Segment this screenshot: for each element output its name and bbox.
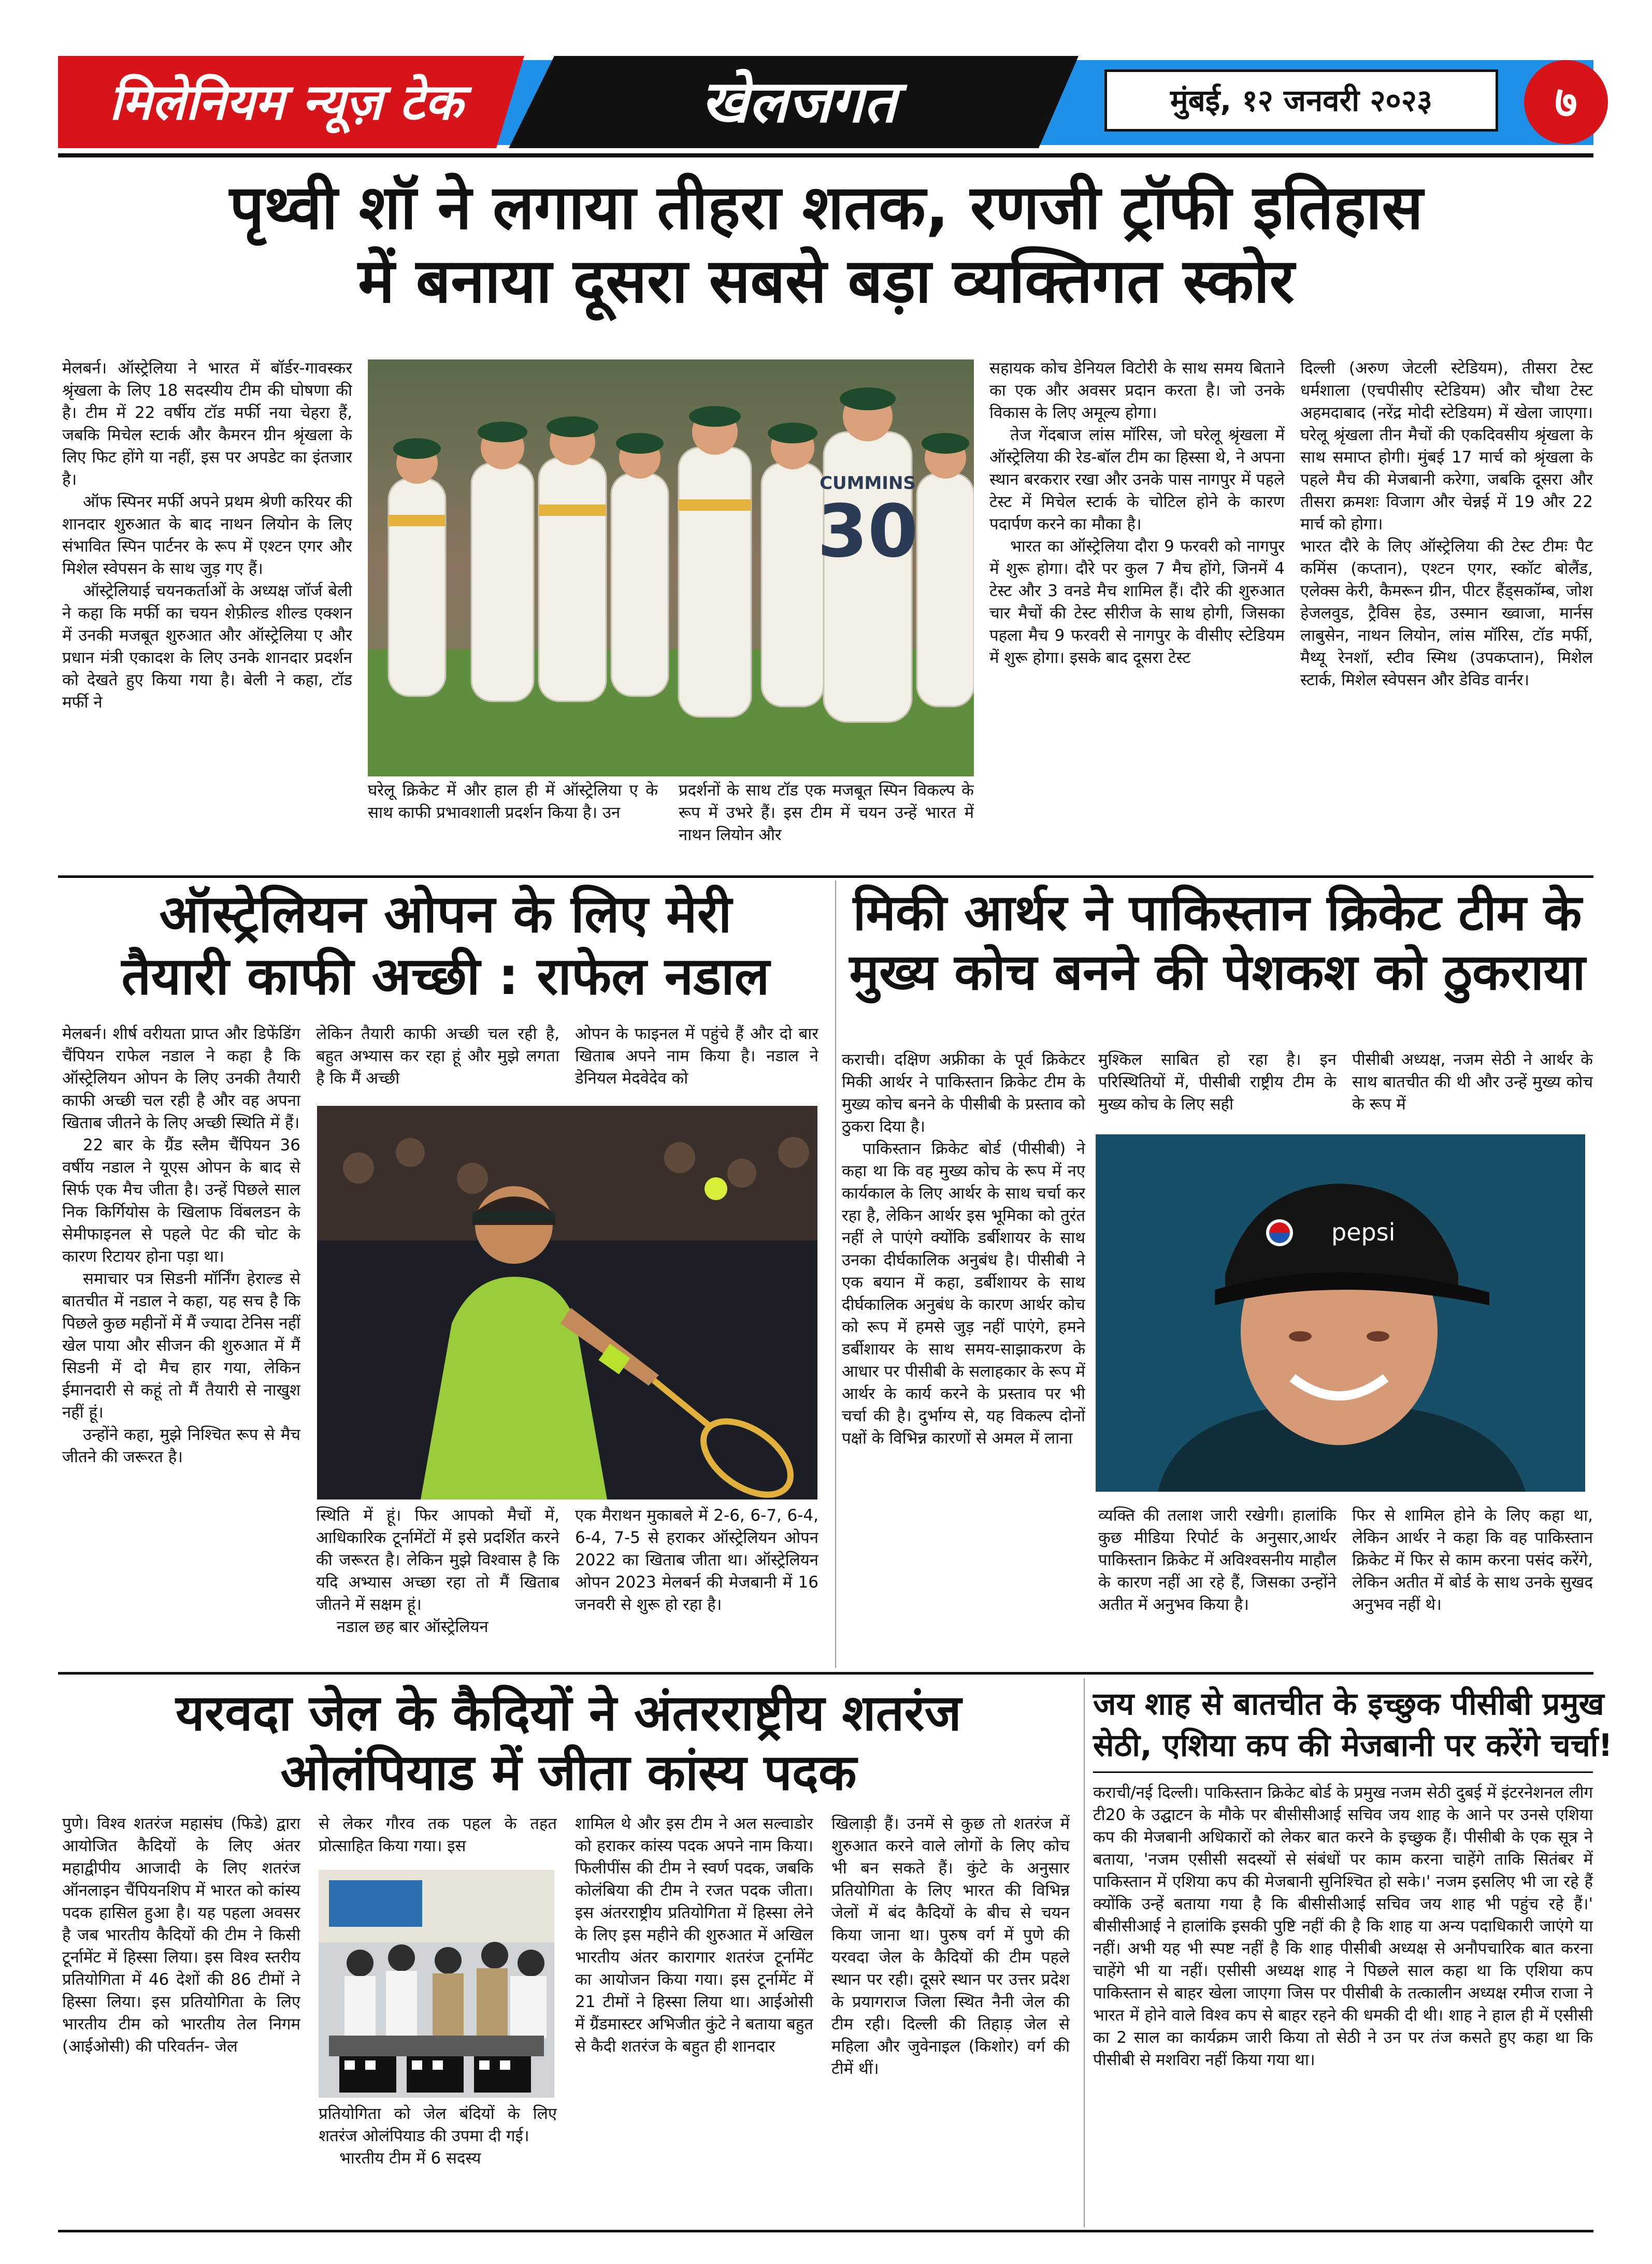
story4-col4: खिलाड़ी हैं। उनमें से कुछ तो शतरंज में शुरुआत करने वाले लोगों के लिए कोच भी बन सकते हैं। कुंटे के अनुसार प्रतियोगिता के लिए भारत की विभिन्न जेलों में बंद कैदियों के बीच से चयन किया जाना था। पुरुष वर्ग में पुणे की यरवदा जेल के कैदियों की टीम पहले स्थान पर रही। दूसरे स्थान पर उत्तर प्रदेश के प्रयागराज जिला स्थित नैनी जेल की टीम रही। दिल्ली की तिहाड़ जेल से महिला और जुवेनाइल (किशोर) वर्ग की टीमें थीं। bbox=[831, 1814, 1070, 2078]
story2-col2-bottom-para1: स्थिति में हूं। फिर आपको मैचों में, आधिकारिक टूर्नामेंटों में इसे प्रदर्शित करने की जरूरत है। लेकिन मुझे विश्वास है कि यदि अभ्यास अच्छा रहा तो मैं खिताब जीतने में सक्षम हूं। bbox=[316, 1506, 559, 1614]
story1-col1 bbox=[62, 357, 352, 865]
story3-col3-top: पीसीबी अध्यक्ष, नजम सेठी ने आर्थर के साथ बातचीत की थी और उन्हें मुख्य कोच के रूप में bbox=[1352, 1050, 1593, 1114]
story2-col2-top: लेकिन तैयारी काफी अच्छी चल रही है, बहुत अभ्यास कर रहा हूं और मुझे लगता है कि मैं अच्छी bbox=[316, 1025, 559, 1088]
story1-under-photo-col1: घरेलू क्रिकेट में और हाल ही में ऑस्ट्रेलिया ए के साथ काफी प्रभावशाली प्रदर्शन किया है। उन bbox=[368, 781, 658, 822]
page-number: ७ bbox=[1555, 77, 1577, 127]
story1-headline-line2: में बनाया दूसरा सबसे बड़ा व्यक्तिगत स्कोर bbox=[358, 244, 1295, 316]
story4-headline-line1: यरवदा जेल के कैदियों ने अंतरराष्ट्रीय शतरंज bbox=[176, 1684, 961, 1742]
story2-nadal-photo bbox=[317, 1106, 817, 1499]
story2-col1-para1: मेलबर्न। शीर्ष वरीयता प्राप्त और डिफेंडिंग चैंपियन राफेल नडाल ने कहा है कि ऑस्ट्रेलियन ओपन के लिए उनकी तैयारी काफी अच्छी चल रही है और वह अपना खिताब जीतने के लिए अच्छी स्थिति में हैं। bbox=[62, 1025, 300, 1132]
coach-portrait-illustration bbox=[1096, 1134, 1585, 1492]
story3-col1 bbox=[842, 1049, 1085, 1665]
masthead bbox=[58, 56, 1593, 148]
story1-headline-line1: पृथ्वी शॉ ने लगाया तीहरा शतक, रणजी ट्रॉफी इतिहास bbox=[229, 171, 1423, 243]
story5-headline-line1: जय शाह से बातचीत के इच्छुक पीसीबी प्रमुख bbox=[1093, 1686, 1604, 1722]
page-bottom-rule bbox=[58, 2230, 1593, 2232]
cap-logo-text: pepsi bbox=[1331, 1218, 1396, 1246]
story1-col3-para1: सहायक कोच डेनियल विटोरी के साथ समय बिताने का एक और अवसर प्रदान करता है। जो उनके विकास के लिए अमूल्य होगा। bbox=[989, 359, 1285, 422]
story2-col1-para4: उन्होंने कहा, मुझे निश्चित रूप से मैच जीतने की जरूरत है। bbox=[62, 1425, 300, 1466]
story5-headline-rule bbox=[1093, 1771, 1593, 1773]
chess-prisoners-illustration bbox=[319, 1870, 554, 2098]
story3-col3-bottom: फिर से शामिल होने के लिए कहा था, लेकिन आर्थर ने कहा कि वह पाकिस्तान क्रिकेट में फिर से काम करना पसंद करेंगे, लेकिन अतीत में बोर्ड के साथ उनके सुखद अनुभव नहीं थे। bbox=[1352, 1506, 1593, 1614]
jersey-number-text: 30 bbox=[817, 489, 918, 574]
story4-divider-vertical bbox=[1084, 1678, 1085, 2227]
story1-col4 bbox=[1300, 357, 1593, 865]
story2-col2-bottom-para2: नडाल छह बार ऑस्ट्रेलियन bbox=[337, 1618, 489, 1636]
story-divider-vertical bbox=[835, 881, 836, 1668]
story1-col3-para2: तेज गेंदबाज लांस मॉरिस, जो घरेलू श्रृंखला में ऑस्ट्रेलिया की रेड-बॉल टीम का हिस्सा थे, ने अपना स्थान बरकरार रखा और उनके पास नागपुर में पहले टेस्ट में मिचेल स्टार्क के चोटिल होने के कारण पदार्पण करने का मौका है। bbox=[989, 426, 1285, 533]
story1-col1-para2: ऑफ स्पिनर मर्फी अपने प्रथम श्रेणी करियर की शानदार शुरुआत के बाद नाथन लियोन के लिए संभावित स्पिन पार्टनर के रूप में एश्टन एगर और मिशेल स्वेपसन के साथ जुड़ गए हैं। bbox=[62, 493, 352, 578]
story3-col2-bottom: व्यक्ति की तलाश जारी रखेगी। हालांकि कुछ मीडिया रिपोर्ट के अनुसार,आर्थर पाकिस्तान क्रिकेट में अविश्वसनीय माहौल के कारण नहीं आ रहे हैं, जिसका उन्होंने अतीत में अनुभव किया है। bbox=[1098, 1506, 1337, 1614]
story3-arthur-photo bbox=[1096, 1134, 1585, 1492]
story4-headline bbox=[62, 1683, 1075, 1802]
tennis-player-illustration bbox=[317, 1106, 817, 1499]
story5-headline-line2: सेठी, एशिया कप की मेजबानी पर करेंगे चर्चा! bbox=[1093, 1727, 1613, 1764]
story2-col3-bottom: एक मैराथन मुकाबले में 2-6, 6-7, 6-4, 6-4, 7-5 से हराकर ऑस्ट्रेलियन ओपन 2022 का खिताब जीता था। ऑस्ट्रेलियन ओपन 2023 मेलबर्न की मेजबानी में 16 जनवरी से शुरू हो रहा है। bbox=[575, 1506, 818, 1614]
story5-headline bbox=[1093, 1683, 1613, 1766]
story1-col3 bbox=[989, 357, 1285, 865]
story1-col1-para3: ऑस्ट्रेलियाई चयनकर्ताओं के अध्यक्ष जॉर्ज बेली ने कहा कि मर्फी का चयन शेफ़ील्ड शील्ड एक्शन में उनकी मजबूत शुरुआत और ऑस्ट्रेलिया ए और प्रधान मंत्री एकादश के लिए उनके शानदार प्रदर्शन को देखते हुए किया गया है। बेली ने कहा, टॉड मर्फी ने bbox=[62, 582, 352, 712]
story2-col1-para2: 22 बार के ग्रैंड स्लैम चैंपियन 36 वर्षीय नडाल ने यूएस ओपन के बाद से सिर्फ एक मैच जीता है। उन्हें पिछले साल निक किर्गियोस के खिलाफ विंबलडन के सेमीफाइनल से पहले पेट की चोट के कारण रिटायर होना पड़ा था। bbox=[62, 1136, 300, 1266]
story1-cricket-photo bbox=[368, 359, 974, 776]
story4-headline-line2: ओलंपियाड में जीता कांस्य पदक bbox=[280, 1743, 857, 1802]
story3-col2-top: मुश्किल साबित हो रहा है। इन परिस्थितियों में, पीसीबी राष्ट्रीय टीम के मुख्य कोच के लिए सही bbox=[1098, 1050, 1337, 1114]
story4-col2-top: से लेकर गौरव तक पहल के तहत प्रोत्साहित किया गया। इस bbox=[319, 1814, 557, 1855]
story1-col3-para3: भारत का ऑस्ट्रेलिया दौरा 9 फरवरी को नागपुर में शुरू होगा। दौरे पर कुल 7 मैच होंगे, जिनमें 4 टेस्ट और 3 वनडे मैच शामिल हैं। दौरे की शुरुआत चार मैचों की टेस्ट सीरीज के साथ होगी, जिसका पहला मैच 9 फरवरी से नागपुर के वीसीए स्टेडियम में शुरू होगा। इसके बाद दूसरा टेस्ट bbox=[989, 537, 1285, 667]
story2-col1 bbox=[62, 1023, 300, 1665]
story1-col1-para1: मेलबर्न। ऑस्ट्रेलिया ने भारत में बॉर्डर-गावस्कर श्रृंखला के लिए 18 सदस्यीय टीम की घोषणा की है। टीम में 22 वर्षीय टॉड मर्फी नया चेहरा हैं, जबकि मिचेल स्टार्क और कैमरन ग्रीन श्रृंखला के लिए फिट होंगे या नहीं, इस पर अपडेट का इंतजार है। bbox=[62, 359, 352, 489]
story2-col1-para3: समाचार पत्र सिडनी मॉर्निंग हेराल्ड से बातचीत में नडाल ने कहा, यह सच है कि पिछले कुछ महीनों में मैं ज्यादा टेनिस नहीं खेल पाया और सीजन की शुरुआत में मैं सिडनी में दो मैच हार गया, लेकिन ईमानदारी से कहूं तो मैं तैयारी से नाखुश नहीं हूं। bbox=[62, 1270, 300, 1422]
story2-col3-top: ओपन के फाइनल में पहुंचे हैं और दो बार खिताब अपने नाम किया है। नडाल ने डेनियल मेदवेदेव को bbox=[575, 1025, 818, 1088]
story2-col2-bottom bbox=[316, 1505, 559, 1665]
jersey-name-text: CUMMINS bbox=[820, 473, 916, 494]
story2-headline bbox=[62, 883, 829, 1007]
section-title: खेलजगत bbox=[701, 68, 897, 136]
story4-col2-bottom-para2: भारतीय टीम में 6 सदस्य bbox=[339, 2149, 481, 2168]
story1-headline bbox=[62, 171, 1590, 318]
story3-headline bbox=[842, 883, 1593, 1002]
story1-under-photo-col2: प्रदर्शनों के साथ टॉड एक मजबूत स्पिन विकल्प के रूप में उभरे हैं। इस टीम में चयन उन्हें भारत में नाथन लियोन और bbox=[679, 781, 974, 844]
story2-headline-line2: तैयारी काफी अच्छी : राफेल नडाल bbox=[121, 946, 770, 1006]
story3-col1-para2: पाकिस्तान क्रिकेट बोर्ड (पीसीबी) ने कहा था कि वह मुख्य कोच के रूप में नए कार्यकाल के लिए आर्थर के साथ चर्चा कर रहा है, लेकिन आर्थर इस भूमिका को तुरंत नहीं ले पाएंगे क्योंकि डर्बीशायर के साथ उनका दीर्घकालिक अनुबंध है। पीसीबी ने एक बयान में कहा, डर्बीशायर के साथ दीर्घकालिक अनुबंध के कारण आर्थर कोच को रूप में हमसे जुड़ नहीं पाएंगे, हमने डर्बीशायर के साथ समय-साझाकरण के आधार पर पीसीबी के सलाहकार के रूप में आर्थर के कार्य करने के प्रस्ताव पर भी चर्चा की है। दुर्भाग्य से, यह विकल्प दोनों पक्षों के विभिन्न कारणों से अमल में लाना bbox=[842, 1140, 1085, 1448]
story4-chess-photo bbox=[319, 1870, 554, 2098]
story2-bottom-rule bbox=[58, 1672, 1593, 1675]
story4-col1: पुणे। विश्व शतरंज महासंघ (फिडे) द्वारा आयोजित कैदियों के लिए अंतर महाद्वीपीय आजादी के लिए शतरंज ऑनलाइन चैंपियनशिप में भारत को कांस्य पदक हासिल हुआ है। यह पहला अवसर है जब भारतीय कैदियों की टीम ने किसी टूर्नामेंट में हिस्सा लिया। इस विश्व स्तरीय प्रतियोगिता में 46 देशों की 86 टीमों ने हिस्सा लिया। इस प्रतियोगिता के लिए भारतीय टीम को भारतीय तेल निगम (आईओसी) की परिवर्तन- जेल bbox=[62, 1814, 300, 2056]
story4-col2-bottom-para1: प्रतियोगिता को जेल बंदियों के लिए शतरंज ओलंपियाड की उपमा दी गई। bbox=[319, 2104, 557, 2145]
story2-headline-line1: ऑस्ट्रेलियन ओपन के लिए मेरी bbox=[159, 884, 732, 944]
cricket-team-illustration bbox=[368, 359, 974, 776]
story1-col4-para1: दिल्ली (अरुण जेटली स्टेडियम), तीसरा टेस्ट धर्मशाला (एचपीसीए स्टेडियम) और चौथा टेस्ट अहमदाबाद (नरेंद्र मोदी स्टेडियम) में खेला जाएगा। घरेलू श्रृंखला तीन मैचों की एकदिवसीय श्रृंखला के साथ समाप्त होगी। मुंबई 17 मार्च को श्रृंखला के पहले मैच की मेजबानी करेगा, जबकि दूसरा और तीसरा क्रमशः विजाग और चेन्नई में 19 और 22 मार्च को होगा। bbox=[1300, 359, 1593, 533]
dateline: मुंबई, १२ जनवरी २०२३ bbox=[1170, 83, 1433, 118]
story1-col4-para2: भारत दौरे के लिए ऑस्ट्रेलिया की टेस्ट टीमः पैट कमिंस (कप्तान), एश्टन एगर, स्कॉट बोलैंड, एलेक्स केरी, कैमरून ग्रीन, पीटर हैंड्सकॉम्ब, जोश हेजलवुड, ट्रैविस हेड, उस्मान ख्वाजा, मार्नस लाबुसेन, नाथन लियोन, लांस मॉरिस, टॉड मर्फी, मैथ्यू रेनशॉ, स्टीव स्मिथ (उपकप्तान), मिशेल स्टार्क, मिशेल स्वेपसन और डेविड वार्नर। bbox=[1300, 537, 1593, 689]
story5-body: कराची/नई दिल्ली। पाकिस्तान क्रिकेट बोर्ड के प्रमुख नजम सेठी दुबई में इंटरनेशनल लीग टी20 के उद्घाटन के मौके पर बीसीसीआई सचिव जय शाह के आने पर उनसे एशिया कप की मेजबानी अधिकारों को लेकर बात करने के इच्छुक हैं। पीसीबी के एक सूत्र ने बताया, 'नजम एसीसी सदस्यों से संबंधों पर काम करना चाहेंगे ताकि सितंबर में पाकिस्तान में एशिया कप की मेजबानी सुनिश्चित हो सके।' नजम इसलिए भी जा रहे हैं क्योंकि उन्हें बताया गया है कि बीसीसीआई सचिव जय शाह भी पहुंच रहे हैं।' बीसीसीआई ने हालांकि इसकी पुष्टि नहीं की है कि शाह या अन्य पदाधिकारी जाएंगे या नहीं। अभी यह भी स्पष्ट नहीं है कि शाह पीसीबी अध्यक्ष से अनौपचारिक बात करना चाहेंगे भी या नहीं। एसीसी अध्यक्ष शाह ने पिछले साल कहा था कि एशिया कप पाकिस्तान से बाहर खेला जाएगा जिस पर पीसीबी के तत्कालीन अध्यक्ष रमीज राजा ने भारत में होने वाले विश्व कप से बाहर रहने की धमकी दी थी। शाह ने हाल ही में एसीसी का 2 साल का कार्यक्रम जारी किया तो सेठी ने उन पर तंज कसते हुए कहा था कि पीसीबी से मशविरा नहीं किया गया था। bbox=[1093, 1783, 1593, 2069]
story3-col1-para1: कराची। दक्षिण अफ्रीका के पूर्व क्रिकेटर मिकी आर्थर ने पाकिस्तान क्रिकेट टीम के मुख्य कोच बनने के पीसीबी के प्रस्ताव को ठुकरा दिया है। bbox=[842, 1050, 1085, 1136]
paper-name: मिलेनियम न्यूज़ टेक bbox=[109, 73, 463, 131]
story4-col2-bottom bbox=[319, 2103, 557, 2222]
masthead-rule bbox=[58, 153, 1593, 157]
story3-headline-line1: मिकी आर्थर ने पाकिस्तान क्रिकेट टीम के bbox=[853, 884, 1582, 942]
story3-headline-line2: मुख्य कोच बनने की पेशकश को ठुकराया bbox=[849, 943, 1586, 1002]
story4-col3: शामिल थे और इस टीम ने अल सल्वाडोर को हराकर कांस्य पदक अपने नाम किया। फिलीपींस की टीम ने स्वर्ण पदक, जबकि कोलंबिया की टीम ने रजत पदक जीता। इस अंतरराष्ट्रीय प्रतियोगिता में हिस्सा लेने के लिए इस महीने की शुरुआत में अखिल भारतीय अंतर कारागार शतरंज टूर्नामेंट का आयोजन किया गया। इस टूर्नामेंट में 21 टीमों ने हिस्सा लिया था। आईओसी में ग्रैंडमास्टर अभिजीत कुंटे ने बताया बहुत से कैदी शतरंज के बहुत ही शानदार bbox=[575, 1814, 813, 2056]
story1-bottom-rule bbox=[58, 875, 1593, 878]
